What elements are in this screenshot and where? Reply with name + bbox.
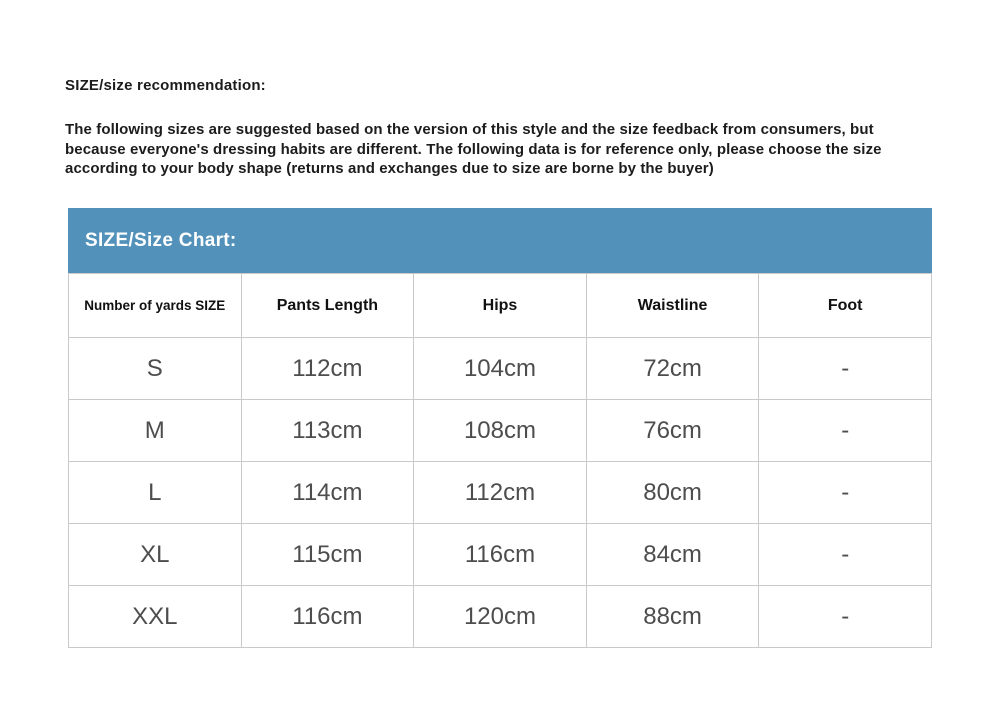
cell-size: M — [69, 400, 242, 462]
cell-waistline: 80cm — [586, 462, 759, 524]
cell-foot: - — [759, 400, 932, 462]
cell-waistline: 76cm — [586, 400, 759, 462]
header-cell-size: Number of yards SIZE — [69, 274, 242, 338]
cell-foot: - — [759, 524, 932, 586]
cell-size: L — [69, 462, 242, 524]
header-cell-waistline: Waistline — [586, 274, 759, 338]
cell-waistline: 84cm — [586, 524, 759, 586]
cell-hips: 104cm — [414, 338, 587, 400]
cell-pants-length: 113cm — [241, 400, 414, 462]
cell-size: XXL — [69, 586, 242, 648]
cell-hips: 116cm — [414, 524, 587, 586]
page-title: SIZE/size recommendation: — [65, 77, 266, 94]
cell-hips: 108cm — [414, 400, 587, 462]
size-recommendation-text: The following sizes are suggested based on the version of this style and the size feedback from consumers, but because everyone's dressing habits are different. The following data is for reference only, please choose the size according to your body shape (returns and exchanges due to size are borne by the buyer) — [65, 121, 882, 177]
table-row — [69, 338, 932, 400]
header-cell-foot: Foot — [759, 274, 932, 338]
cell-pants-length: 115cm — [241, 524, 414, 586]
table-row — [69, 400, 932, 462]
table-row — [69, 524, 932, 586]
cell-pants-length: 112cm — [241, 338, 414, 400]
cell-size: S — [69, 338, 242, 400]
cell-hips: 112cm — [414, 462, 587, 524]
table-row — [69, 462, 932, 524]
cell-foot: - — [759, 586, 932, 648]
cell-foot: - — [759, 338, 932, 400]
table-row — [69, 586, 932, 648]
cell-waistline: 88cm — [586, 586, 759, 648]
table-header-row — [69, 274, 932, 338]
cell-pants-length: 114cm — [241, 462, 414, 524]
size-chart-banner — [68, 208, 932, 273]
cell-size: XL — [69, 524, 242, 586]
cell-waistline: 72cm — [586, 338, 759, 400]
cell-hips: 120cm — [414, 586, 587, 648]
size-chart-table — [68, 273, 932, 648]
size-chart-banner-title: SIZE/Size Chart: — [85, 229, 237, 251]
header-cell-pants-length: Pants Length — [241, 274, 414, 338]
cell-pants-length: 116cm — [241, 586, 414, 648]
cell-foot: - — [759, 462, 932, 524]
header-cell-hips: Hips — [414, 274, 587, 338]
